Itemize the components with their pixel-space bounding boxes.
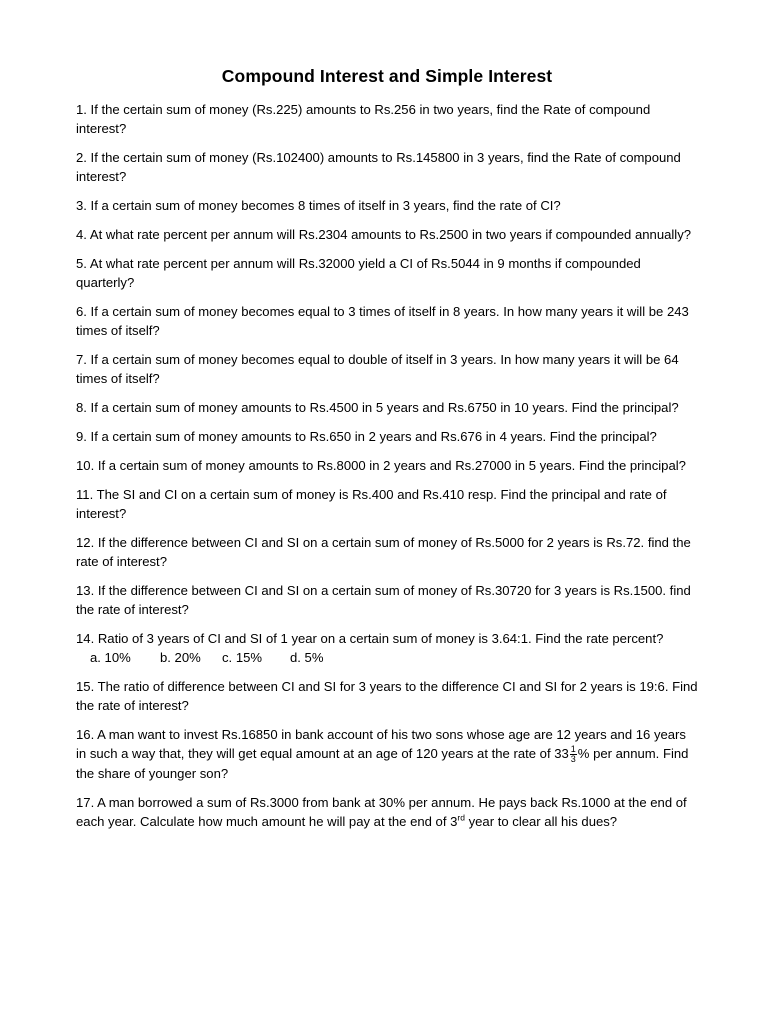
- question-9: 9. If a certain sum of money amounts to Rs.650 in 2 years and Rs.676 in 4 years. Find the principal?: [76, 429, 657, 444]
- question-16-text-end: % per annum. Find the share of younger son?: [76, 746, 689, 782]
- question-17: [76, 793, 698, 831]
- ordinal-suffix: rd: [457, 812, 465, 823]
- option-c: c. 15%: [222, 650, 263, 665]
- question-10: 10. If a certain sum of money amounts to Rs.8000 in 2 years and Rs.27000 in 5 years. Find the principal?: [76, 458, 686, 473]
- question-8: 8. If a certain sum of money amounts to Rs.4500 in 5 years and Rs.6750 in 10 years. Find the principal?: [76, 400, 679, 415]
- question-3: 3. If a certain sum of money becomes 8 times of itself in 3 years, find the rate of CI?: [76, 198, 561, 213]
- question-13: 13. If the difference between CI and SI on a certain sum of money of Rs.30720 for 3 years is Rs.1500. find the rate of interest?: [76, 583, 691, 617]
- page-title: Compound Interest and Simple Interest: [221, 66, 553, 86]
- question-14-options: [90, 648, 698, 667]
- question-14: 14. Ratio of 3 years of CI and SI of 1 year on a certain sum of money is 3.64:1. Find the rate percent?: [76, 631, 664, 646]
- question-7: 7. If a certain sum of money becomes equal to double of itself in 3 years. In how many years it will be 64 times of itself?: [76, 352, 679, 386]
- fraction-numerator: 1: [570, 744, 576, 755]
- question-17-text-end: year to clear all his dues?: [464, 814, 618, 830]
- fraction-one-third: [570, 745, 577, 764]
- question-4: 4. At what rate percent per annum will Rs.2304 amounts to Rs.2500 in two years if compounded annually?: [76, 227, 692, 242]
- question-1: 1. If the certain sum of money (Rs.225) amounts to Rs.256 in two years, find the Rate of compound interest?: [76, 102, 651, 136]
- fraction-denominator: 3: [570, 754, 576, 765]
- option-b: b. 20%: [160, 650, 201, 665]
- question-16-text: 16. A man want to invest Rs.16850 in bank account of his two sons whose age are 12 years and 16 years in such a way that, they will get equal amount at an age of 120 years at the rate of 33: [76, 727, 686, 761]
- question-2: 2. If the certain sum of money (Rs.102400) amounts to Rs.145800 in 3 years, find the Rate of compound interest?: [76, 150, 681, 184]
- question-6: 6. If a certain sum of money becomes equal to 3 times of itself in 8 years. In how many years it will be 243 times of itself?: [76, 304, 689, 338]
- option-a: a. 10%: [90, 650, 131, 665]
- question-16: [76, 725, 698, 783]
- question-11: 11. The SI and CI on a certain sum of money is Rs.400 and Rs.410 resp. Find the principal and rate of interest?: [76, 487, 667, 521]
- question-17-text: 17. A man borrowed a sum of Rs.3000 from bank at 30% per annum. He pays back Rs.1000 at the end of each year. Calculate how much amount he will pay at the end of 3: [76, 795, 687, 830]
- question-5: 5. At what rate percent per annum will Rs.32000 yield a CI of Rs.5044 in 9 months if compounded quarterly?: [76, 256, 641, 290]
- question-12: 12. If the difference between CI and SI on a certain sum of money of Rs.5000 for 2 years is Rs.72. find the rate of interest?: [76, 535, 691, 569]
- option-d: d. 5%: [290, 650, 324, 665]
- question-15: 15. The ratio of difference between CI and SI for 3 years to the difference CI and SI for 2 years is 19:6. Find the rate of interest?: [76, 679, 698, 713]
